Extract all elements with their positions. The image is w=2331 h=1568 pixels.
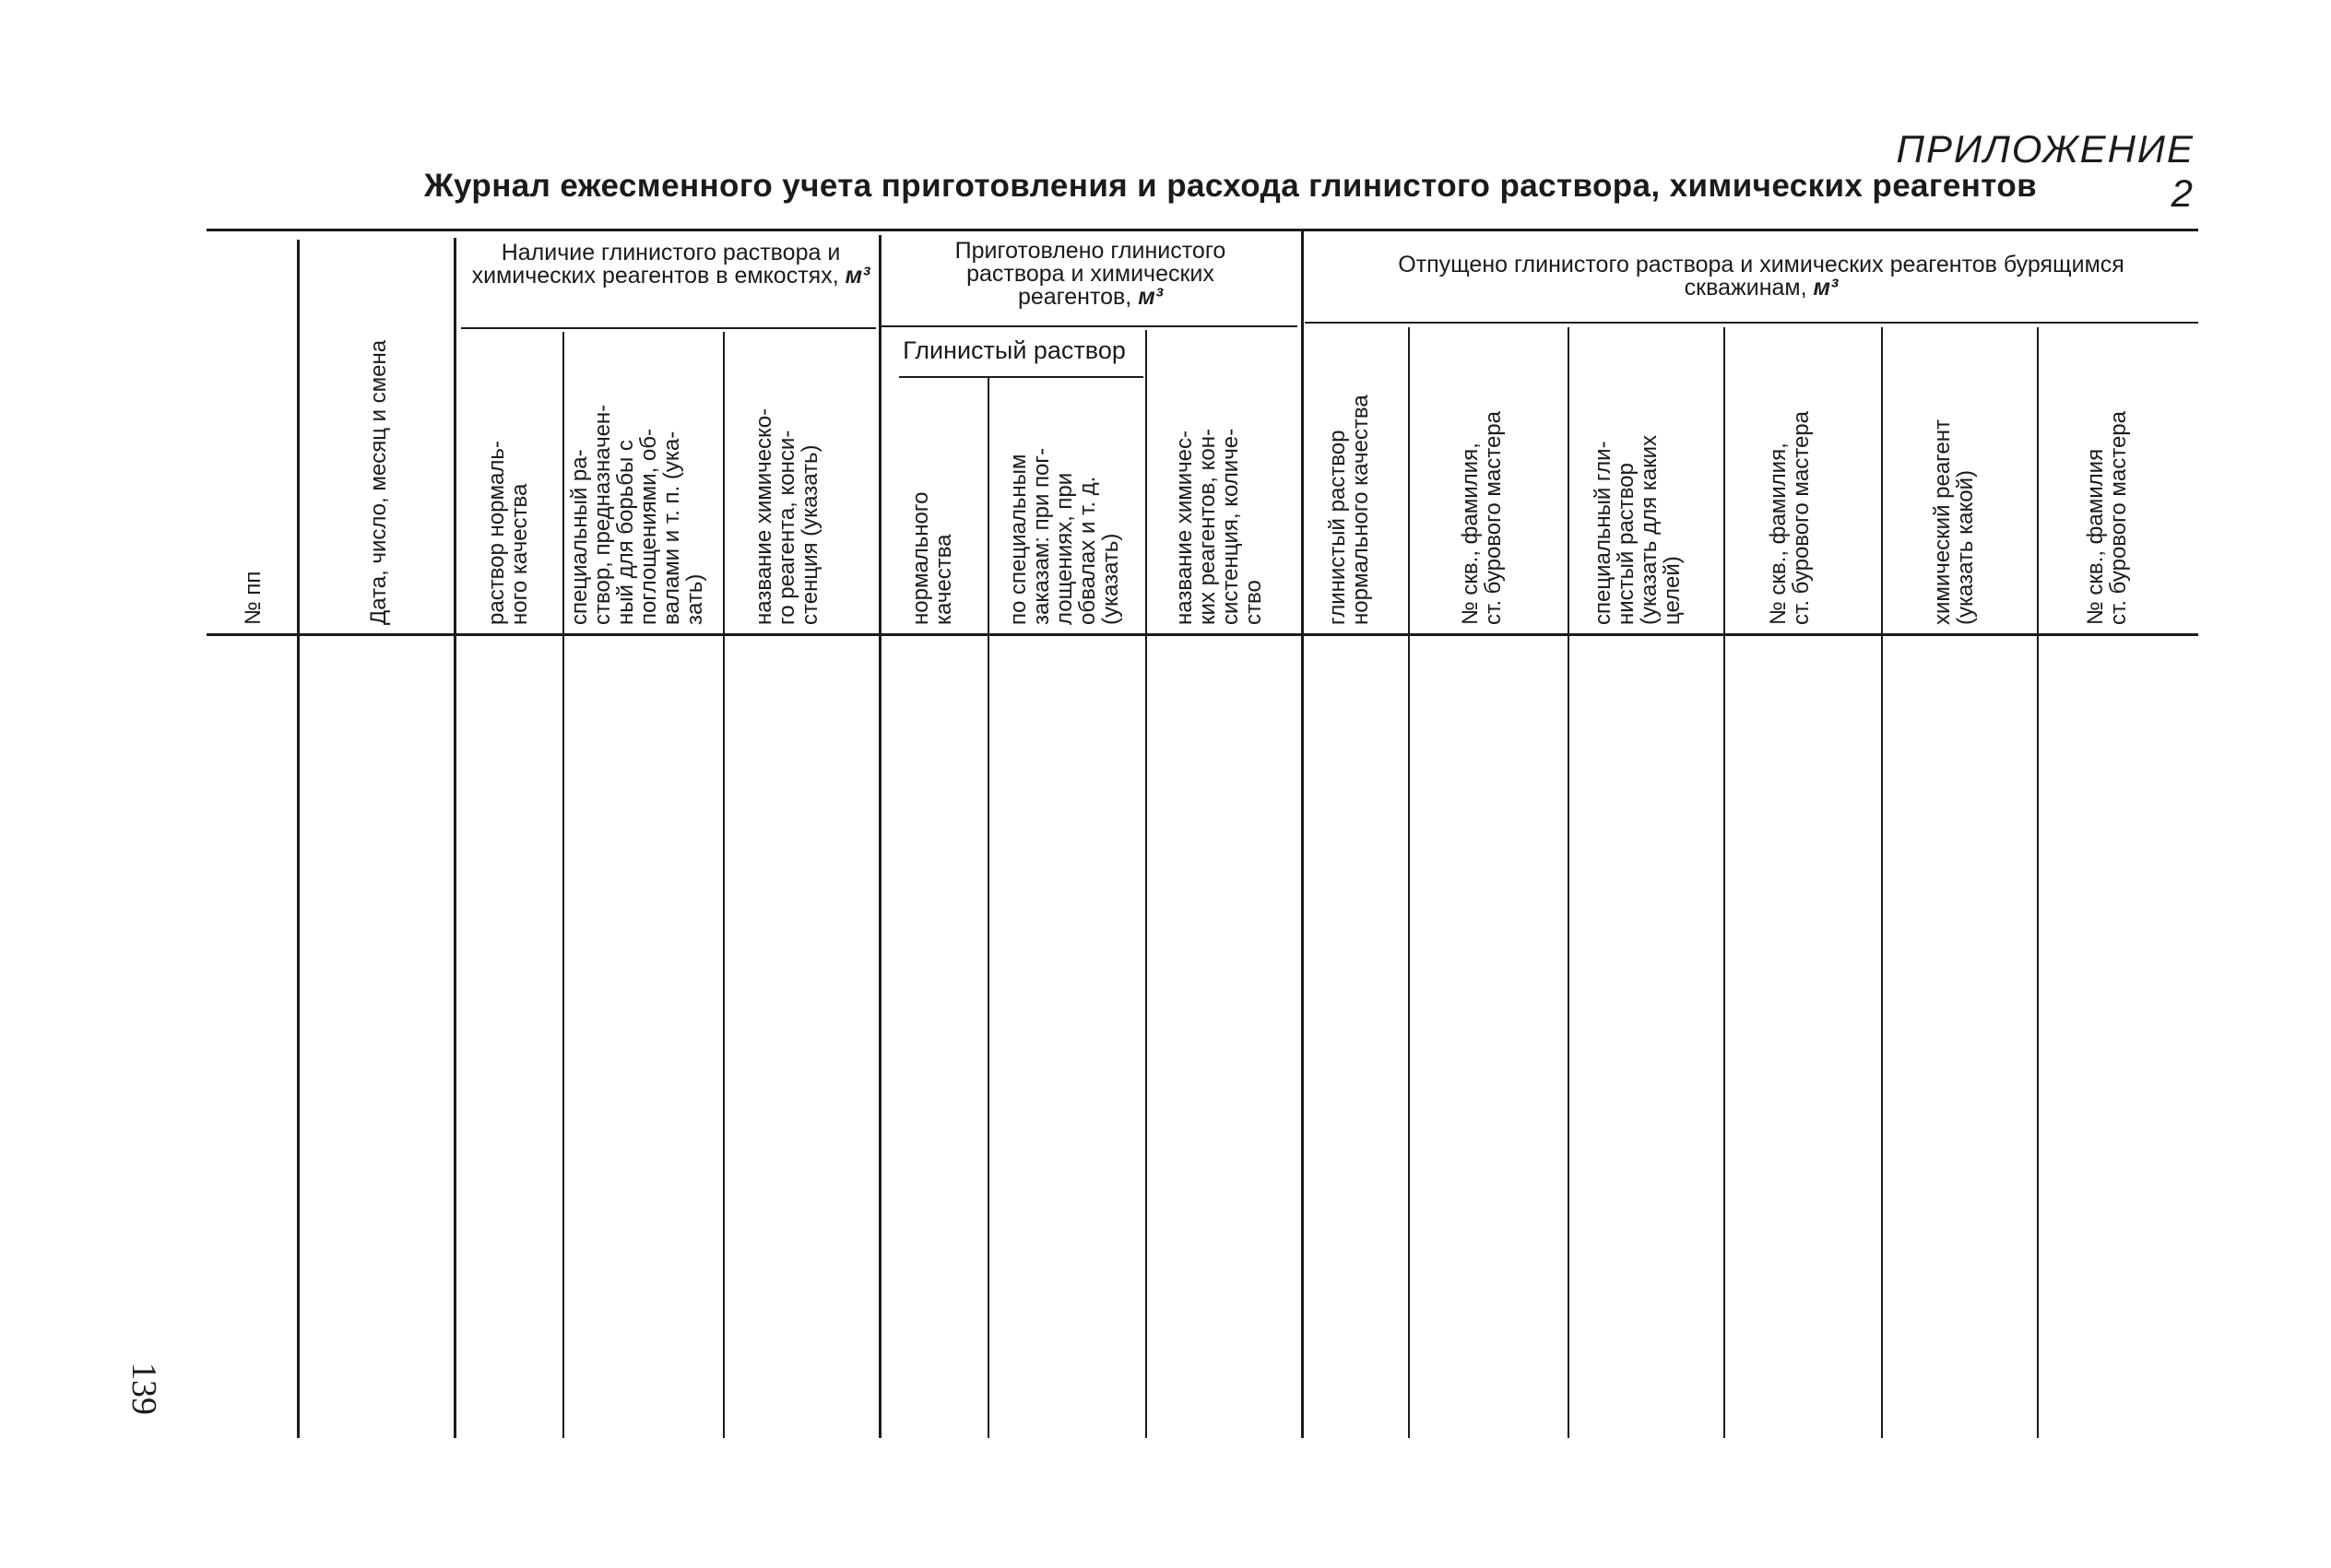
c4-line: поглощениями, об-: [636, 429, 661, 625]
vrule-9: [1408, 327, 1410, 1438]
vrule-13: [2037, 327, 2039, 1438]
vrule-5: [879, 235, 882, 1438]
c8-line: название химичес-: [1172, 430, 1197, 625]
vrule-1: [297, 240, 300, 1438]
c5-line: название химическо-: [751, 407, 776, 625]
rule-prigotovleno: [881, 325, 1297, 327]
group-header-prigotovleno: [908, 240, 1272, 309]
c11-line: целей): [1660, 556, 1685, 625]
c8-line: ких реагентов, кон-: [1195, 429, 1220, 625]
vrule-7: [1145, 330, 1147, 1438]
c13-line: (указать какой): [1953, 470, 1978, 625]
header-bottom-rule: [207, 633, 2198, 636]
c14-line: № скв., фамилия: [2083, 448, 2108, 625]
group-header-prigotovleno-unit: м³: [1138, 284, 1164, 310]
c11-line: (указать для каких: [1637, 434, 1662, 625]
vrule-11: [1723, 327, 1725, 1438]
document-title: Журнал ежесменного учета приготовления и расхода глинистого раствора, химических реагентов: [424, 168, 2038, 204]
c7-line: (указать): [1098, 533, 1123, 625]
c4-line: специальный ра-: [567, 449, 592, 625]
c12-line: ст. бурового мастера: [1789, 411, 1814, 625]
subgroup-glinisty: Глинистый раствор: [903, 336, 1126, 364]
c7-line: лощениях, при: [1052, 472, 1077, 625]
vrule-2: [454, 238, 456, 1438]
c4-line: валами и т. п. (ука-: [659, 430, 684, 625]
rule-glinisty: [899, 376, 1143, 378]
group-header-otpushcheno-text: Отпущено глинистого раствора и химических реагентов бурящимся скважинам,: [1398, 252, 2124, 301]
c12-line: № скв., фамилия,: [1766, 442, 1791, 625]
c5-line: го реагента, конси-: [775, 430, 799, 625]
vrule-3: [562, 332, 564, 1438]
c1-line: № пп: [241, 571, 266, 625]
group-header-otpushcheno-unit: м³: [1813, 275, 1839, 301]
c9-line: глинистый раствор: [1325, 430, 1350, 625]
c4-line: ный для борьбы с: [613, 440, 638, 625]
c2-line: Дата, число, месяц и смена: [366, 339, 391, 625]
group-header-nalichie-unit: м³: [845, 263, 870, 289]
c8-line: систенция, количе-: [1218, 428, 1243, 625]
c7-line: по специальным: [1006, 454, 1031, 625]
c8-line: ство: [1241, 580, 1266, 625]
c6-line: нормального: [908, 491, 933, 625]
group-header-nalichie: [466, 242, 876, 288]
table-top-rule: [207, 229, 2198, 231]
vrule-10: [1568, 327, 1569, 1438]
c7-line: заказам: при пог-: [1029, 447, 1054, 625]
vrule-4: [723, 332, 725, 1438]
c11-line: специальный гли-: [1591, 441, 1615, 625]
c10-line: № скв., фамилия,: [1458, 442, 1483, 625]
page-number-text: 139: [124, 1362, 163, 1415]
appendix-label: ПРИЛОЖЕНИЕ 2: [1896, 127, 2195, 215]
vrule-8: [1301, 230, 1304, 1438]
vrule-12: [1881, 327, 1883, 1438]
c7-line: обвалах и т. д.: [1075, 476, 1100, 625]
c13-line: химический реагент: [1930, 419, 1955, 625]
c6-line: качества: [931, 534, 956, 625]
c4-line: зать): [682, 573, 707, 625]
c11-line: нистый раствор: [1614, 463, 1639, 625]
group-header-nalichie-text: Наличие глинистого раствора и химических реагентов в емкостях,: [471, 240, 841, 289]
c10-line: ст. бурового мастера: [1481, 411, 1506, 625]
vrule-6: [988, 378, 989, 1438]
c9-line: нормального качества: [1348, 395, 1373, 625]
c4-line: створ, предназначен-: [590, 404, 615, 625]
c3-line: ного качества: [507, 483, 532, 625]
c14-line: ст. бурового мастера: [2106, 411, 2131, 625]
rule-otpushcheno: [1305, 322, 2198, 324]
c5-line: стенция (указать): [798, 444, 822, 625]
group-header-prigotovleno-text: Приготовлено глинистого раствора и химических реагентов,: [954, 238, 1226, 310]
group-header-otpushcheno: [1355, 253, 2167, 300]
c3-line: раствор нормаль-: [484, 441, 509, 625]
rule-nalichie: [461, 327, 876, 329]
